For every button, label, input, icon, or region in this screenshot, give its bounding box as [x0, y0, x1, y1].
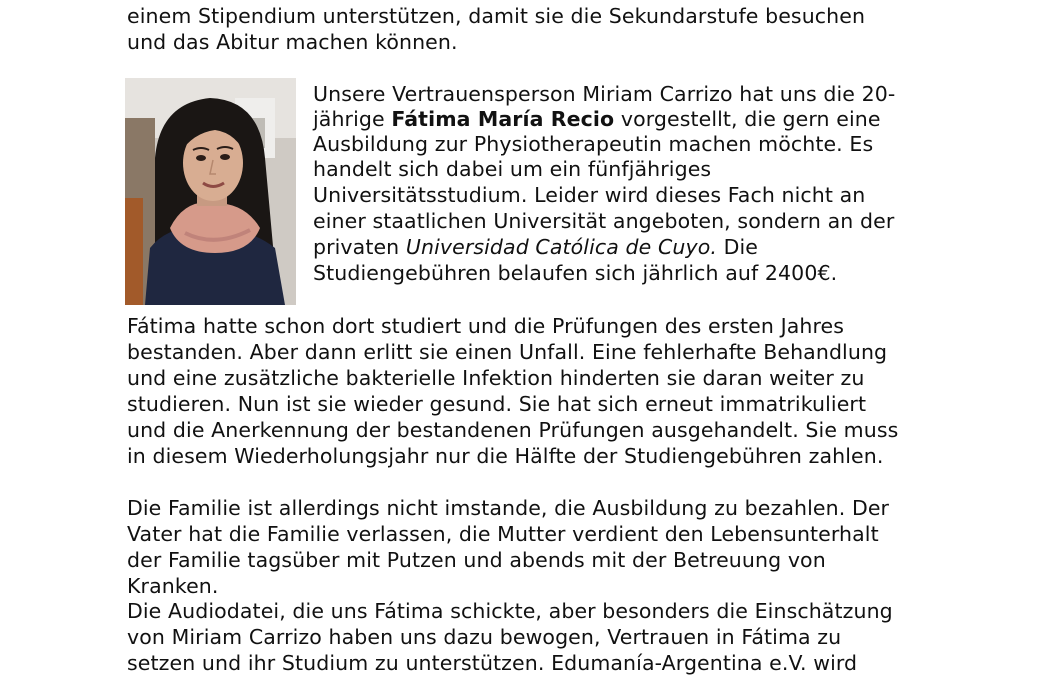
- paragraph3-line-5: Die Audiodatei, die uns Fátima schickte, aber besonders die Einschätzung: [127, 599, 893, 623]
- paragraph2-line-2: bestanden. Aber dann erlitt sie einen Unfall. Eine fehlerhafte Behandlung: [127, 340, 888, 364]
- intro-line-1: einem Stipendium unterstützen, damit sie die Sekundarstufe besuchen: [127, 4, 866, 28]
- paragraph3-line-2: Vater hat die Familie verlassen, die Mutter verdient den Lebensunterhalt: [127, 522, 879, 546]
- paragraph3-line-6: von Miriam Carrizo haben uns dazu bewogen, Vertrauen in Fátima zu: [127, 625, 842, 649]
- person-name: Fátima María Recio: [391, 107, 615, 131]
- profile-line-1: Unsere Vertrauensperson Miriam Carrizo hat uns die 20-: [313, 82, 896, 106]
- paragraph2-line-1: Fátima hatte schon dort studiert und die Prüfungen des ersten Jahres: [127, 314, 845, 338]
- profile-line-7-post: Die: [716, 235, 758, 259]
- profile-line-2-pre: jährige: [313, 107, 392, 131]
- profile-line-7-pre: privaten: [313, 235, 406, 259]
- profile-line-7: [313, 234, 758, 260]
- university-name: Universidad Católica de Cuyo.: [405, 235, 717, 259]
- paragraph2-line-5: und die Anerkennung der bestandenen Prüfungen ausgehandelt. Sie muss: [127, 418, 899, 442]
- paragraph2-line-3: und eine zusätzliche bakterielle Infektion hinderten sie daran weiter zu: [127, 366, 865, 390]
- profile-line-5: Universitätsstudium. Leider wird dieses Fach nicht an: [313, 183, 866, 207]
- paragraph2-line-6: in diesem Wiederholungsjahr nur die Hälfte der Studiengebühren zahlen.: [127, 444, 884, 468]
- profile-line-8: Studiengebühren belaufen sich jährlich auf 2400€.: [313, 261, 838, 285]
- profile-line-4: handelt sich dabei um ein fünfjähriges: [313, 157, 712, 181]
- paragraph3-line-7: setzen und ihr Studium zu unterstützen. Edumanía-Argentina e.V. wird: [127, 651, 858, 675]
- paragraph3-line-4: Kranken.: [127, 574, 219, 598]
- profile-line-2: [313, 106, 881, 132]
- profile-line-3: Ausbildung zur Physiotherapeutin machen möchte. Es: [313, 132, 874, 156]
- profile-line-6: einer staatlichen Universität angeboten, sondern an der: [313, 209, 895, 233]
- profile-line-2-post: vorgestellt, die gern eine: [614, 107, 881, 131]
- paragraph2-line-4: studieren. Nun ist sie wieder gesund. Sie hat sich erneut immatrikuliert: [127, 392, 867, 416]
- intro-line-2: und das Abitur machen können.: [127, 30, 458, 54]
- paragraph3-line-3: der Familie tagsüber mit Putzen und abends mit der Betreuung von: [127, 548, 826, 572]
- portrait-photo: [125, 78, 296, 305]
- paragraph3-line-1: Die Familie ist allerdings nicht imstande, die Ausbildung zu bezahlen. Der: [127, 496, 890, 520]
